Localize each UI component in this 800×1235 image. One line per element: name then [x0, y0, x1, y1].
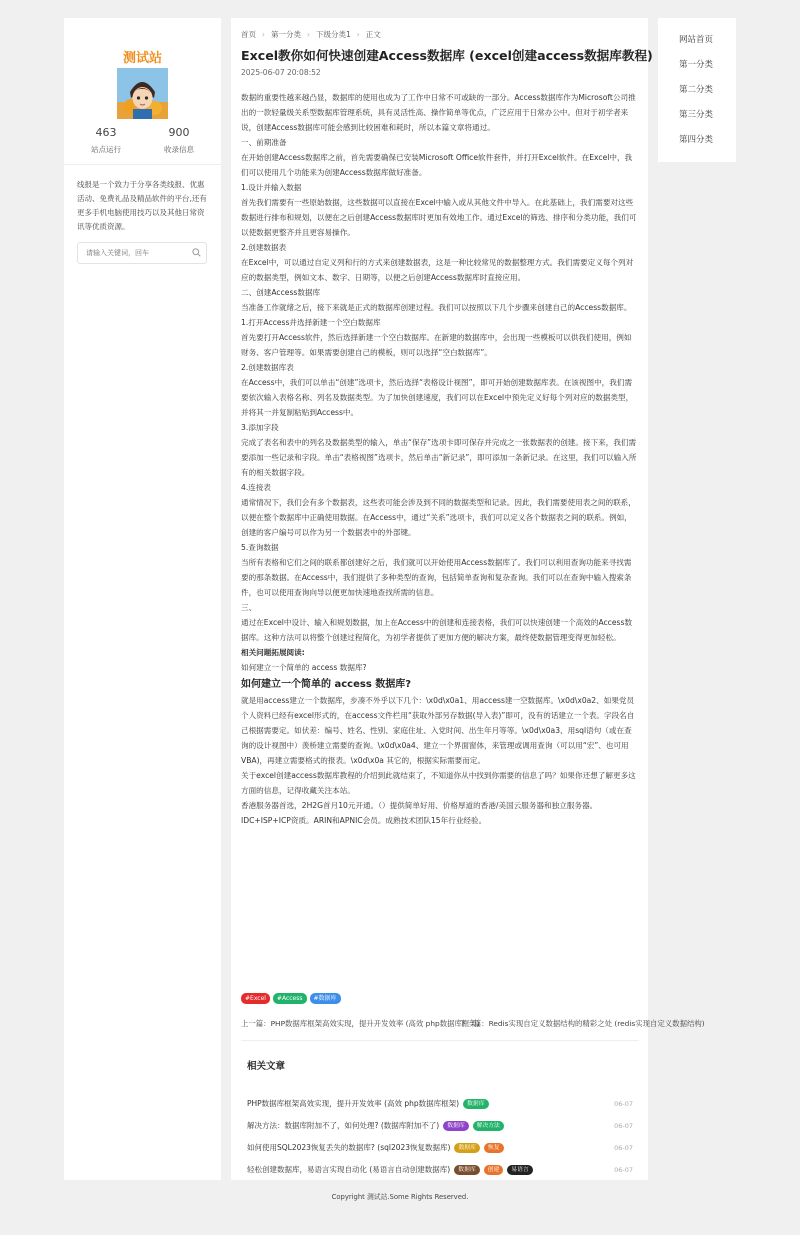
breadcrumb-current: 正文 — [365, 30, 381, 39]
stat-value: 463 — [95, 126, 117, 139]
chevron-right-icon: › — [307, 30, 310, 39]
right-menu — [658, 18, 736, 162]
related-tag-badge[interactable]: 数据库 — [454, 1165, 479, 1175]
related-item-title[interactable]: 解决方法：数据库附加不了，如何处理? (数据库附加不了) — [247, 1121, 440, 1130]
paragraph: 完成了表名和表中的列名及数据类型的输入，单击“保存”选项卡即可保存并完成之一张数据表的创建。接下来，我们需要添加一些记录和字段。单击“表格视图”选项卡，然后单击“新记录”，即可添加一条新记录。在这里，我们可以输入所有的相关数据字段。 — [241, 438, 637, 477]
stat-uptime — [76, 126, 136, 155]
related-item[interactable] — [247, 1142, 633, 1158]
paragraph: 在Access中，我们可以单击“创建”选项卡，然后选择“表格设计视图”，即可开始创建数据库表。在该视图中，我们需要依次输入表格名称、列名及数据类型。为了加快创建速度，我们可以在Excel中预先定义好每个列对应的数据类型，并将其一并复制粘贴到Access中。 — [241, 378, 634, 417]
stat-label: 站点运行 — [91, 145, 121, 154]
paragraph: 首先要打开Access软件，然后选择新建一个空白数据库。在新建的数据库中，会出现一些模板可以供我们使用，例如财务、客户管理等。如果需要创建自己的模板，则可以选择“空白数据库”。 — [241, 333, 632, 357]
related-item[interactable] — [247, 1120, 633, 1136]
prev-post-link[interactable]: 上一篇：PHP数据库框架高效实现，提升开发效率 (高效 php数据库框架) — [241, 1019, 480, 1028]
divider — [241, 1040, 639, 1041]
related-tag-badge[interactable]: 数据库 — [454, 1143, 479, 1153]
chevron-right-icon: › — [356, 30, 360, 39]
menu-item-category-2[interactable]: 第二分类 — [679, 85, 714, 95]
related-tag-badge[interactable]: 易语言 — [507, 1165, 532, 1175]
related-item-date: 06-07 — [614, 1144, 633, 1152]
article-title: Excel教你如何快速创建Access数据库 (excel创建access数据库教程) — [241, 48, 653, 63]
related-item[interactable] — [247, 1098, 633, 1114]
paragraph: 在Excel中，可以通过自定义列和行的方式来创建数据表，这是一种比较常见的数据整理方式。我们需要定义每个列对应的数据类型，例如文本、数字、日期等，以便之后创建Access数据库时直接应用。 — [241, 258, 634, 282]
related-tag-badge[interactable]: 数据库 — [443, 1121, 468, 1131]
related-item[interactable] — [247, 1164, 633, 1180]
tag-badge[interactable]: #数据库 — [310, 993, 341, 1004]
menu-item-category-1[interactable]: 第一分类 — [679, 60, 714, 70]
paragraph: 通常情况下，我们会有多个数据表，这些表可能会涉及到不同的数据类型和记录。因此，我们需要使用表之间的联系，以便在整个数据库中正确使用数据。在Access中，通过“关系”选项卡，我们可以定义各个数据表之间的联系。例如，创建的客户编号可以作为另一个数据表中的外部键。 — [241, 498, 636, 537]
footer-copyright: Copyright 测试站.Some Rights Reserved. — [331, 1193, 469, 1201]
breadcrumb-home[interactable]: 首页 — [241, 30, 256, 39]
paragraph: 5.查询数据 — [241, 543, 279, 552]
related-tag-badge[interactable]: 数据库 — [463, 1099, 488, 1109]
tag-badge[interactable]: #Access — [273, 993, 307, 1004]
breadcrumb — [241, 29, 387, 40]
stat-label: 收录信息 — [164, 145, 194, 154]
paragraph: 1.设计并输入数据 — [241, 183, 302, 192]
related-item-title[interactable]: 如何使用SQL2023恢复丢失的数据库? (sql2023恢复数据库) — [247, 1143, 451, 1152]
avatar — [117, 68, 168, 119]
menu-item-category-3[interactable]: 第三分类 — [679, 110, 714, 120]
paragraph: 香港服务器首选，2H2G首月10元开通。（）提供简单好用、价格厚道的香港/美国云服务器和独立服务器。IDC+ISP+ICP资质。ARIN和APNIC会员。成熟技术团队15年行业经验。 — [241, 801, 598, 825]
paragraph: 在开始创建Access数据库之前，首先需要确保已安装Microsoft Office软件套件，并打开Excel软件。在Excel中，我们可以使用几个功能来为创建Access数据库做好准备。 — [241, 153, 633, 177]
paragraph: 4.连接表 — [241, 483, 272, 492]
paragraph: 相关问题拓展阅读: — [241, 648, 305, 657]
article-tags — [241, 993, 344, 1004]
breadcrumb-category[interactable]: 第一分类 — [271, 30, 301, 39]
paragraph: 首先我们需要有一些原始数据，这些数据可以直接在Excel中输入或从其他文件中导入。在此基础上，我们需要对这些数据进行排布和规划，以便在之后创建Access数据库时更加有效地工作。通过Excel的筛选、排序和分类功能，我们可以使数据更整齐并且更容易操作。 — [241, 198, 637, 237]
paragraph: 三、 — [241, 603, 257, 612]
related-tag-badge[interactable]: 恢复 — [484, 1143, 504, 1153]
paragraph: 二、创建Access数据库 — [241, 288, 321, 297]
paragraph: 通过在Excel中设计、输入和规划数据，加上在Access中的创建和连接表格，我们可以快速创建一个高效的Access数据库。这种方法可以将整个创建过程简化，为初学者提供了更加方便的解决方案，最终使数据管理变得更加轻松。 — [241, 618, 633, 642]
related-item-date: 06-07 — [614, 1100, 633, 1108]
paragraph: 2.创建数据库表 — [241, 363, 294, 372]
left-sidebar — [64, 18, 221, 1180]
article-date: 2025-06-07 20:08:52 — [241, 68, 321, 77]
chevron-right-icon: › — [262, 30, 265, 39]
stat-value: 900 — [168, 126, 190, 139]
related-item-title[interactable]: 轻松创建数据库，易语言实现自动化 (易语言自动创建数据库) — [247, 1165, 451, 1174]
article-body — [241, 90, 639, 828]
paragraph: 当准备工作就绪之后，接下来就是正式的数据库创建过程。我们可以按照以下几个步骤来创建自己的Access数据库。 — [241, 303, 632, 312]
site-description: 线报是一个致力于分享各类线报、优惠活动、免费礼品及精品软件的平台,还有更多手机电脑使用技巧以及其他日常资讯等优质资源。 — [77, 180, 207, 231]
paragraph: 1.打开Access并选择新建一个空白数据库 — [241, 318, 381, 327]
paragraph: 当所有表格和它们之间的联系都创建好之后，我们就可以开始使用Access数据库了。我们可以利用查询功能来寻找需要的那条数据。在Access中，我们提供了多种类型的查询，包括简单查询和复杂查询。我们可以在查询中输入搜索条件，也可以使用查询向导以便更加快速地查找所需的信息。 — [241, 558, 632, 597]
related-item-title[interactable]: PHP数据库框架高效实现，提升开发效率 (高效 php数据库框架) — [247, 1099, 460, 1108]
site-title[interactable]: 测试站 — [122, 51, 162, 66]
search-input[interactable] — [86, 243, 194, 263]
breadcrumb-subcategory[interactable]: 下级分类1 — [316, 30, 351, 39]
paragraph: 一、前期准备 — [241, 138, 287, 147]
related-item-date: 06-07 — [614, 1166, 633, 1174]
menu-item-home[interactable]: 网站首页 — [679, 35, 714, 45]
related-tag-badge[interactable]: 创建 — [484, 1165, 504, 1175]
paragraph: 关于excel创建access数据库教程的介绍到此就结束了，不知道你从中找到你需要的信息了吗？如果你还想了解更多这方面的信息，记得收藏关注本站。 — [241, 771, 636, 795]
paragraph: 3.添加字段 — [241, 423, 279, 432]
search-box — [77, 242, 207, 264]
section-heading: 如何建立一个简单的 access 数据库? — [241, 679, 412, 690]
paragraph: 数据的重要性越来越凸显，数据库的使用也成为了工作中日常不可或缺的一部分。Access数据库作为Microsoft公司推出的一款轻量级关系型数据库管理系统，具有灵活性高、操作简单等优点，广泛应用于日常办公中。但对于初学者来说，创建Access数据库可能会感到比较困难和耗时，所以本篇文章将通过。 — [241, 93, 636, 132]
paragraph: 2.创建数据表 — [241, 243, 287, 252]
tag-badge[interactable]: #Excel — [241, 993, 270, 1004]
search-icon[interactable] — [192, 248, 201, 257]
divider — [64, 164, 221, 165]
menu-item-category-4[interactable]: 第四分类 — [679, 135, 714, 145]
related-tag-badge[interactable]: 解决方法 — [473, 1121, 504, 1131]
paragraph: 如何建立一个简单的 access 数据库? — [241, 663, 367, 672]
related-item-date: 06-07 — [614, 1122, 633, 1130]
paragraph: 就是用access建立一个数据库，步凑不外乎以下几个：\x0d\x0a1、用access建一空数据库。\x0d\x0a2、如果党员个人资料已经有excel形式的，在access文件栏用“获取外部另存数据(导入表)”即可，没有的话建立一个表。字段名自己根据需要定。如伏差：编号、姓名、性别、家庭住址、入党时间、出生年月等等。\x0d\x0a3、用sql语句（或在查询的设计视图中）羡桥建立需要的查询。\x0d\x0a4、建立一个界面窗体，来管理或调用查询（可以用“宏”、也可用VBA)，再建立需要格式的报表。\x0d\x0a 其它的，根据实际需要而定。 — [241, 696, 635, 765]
next-post-link[interactable]: 下一篇：Redis实现自定义数据结构的精彩之处 (redis实现自定义数据结构) — [459, 1019, 705, 1028]
related-title: 相关文章 — [247, 1061, 286, 1072]
stat-indexed — [149, 126, 209, 155]
